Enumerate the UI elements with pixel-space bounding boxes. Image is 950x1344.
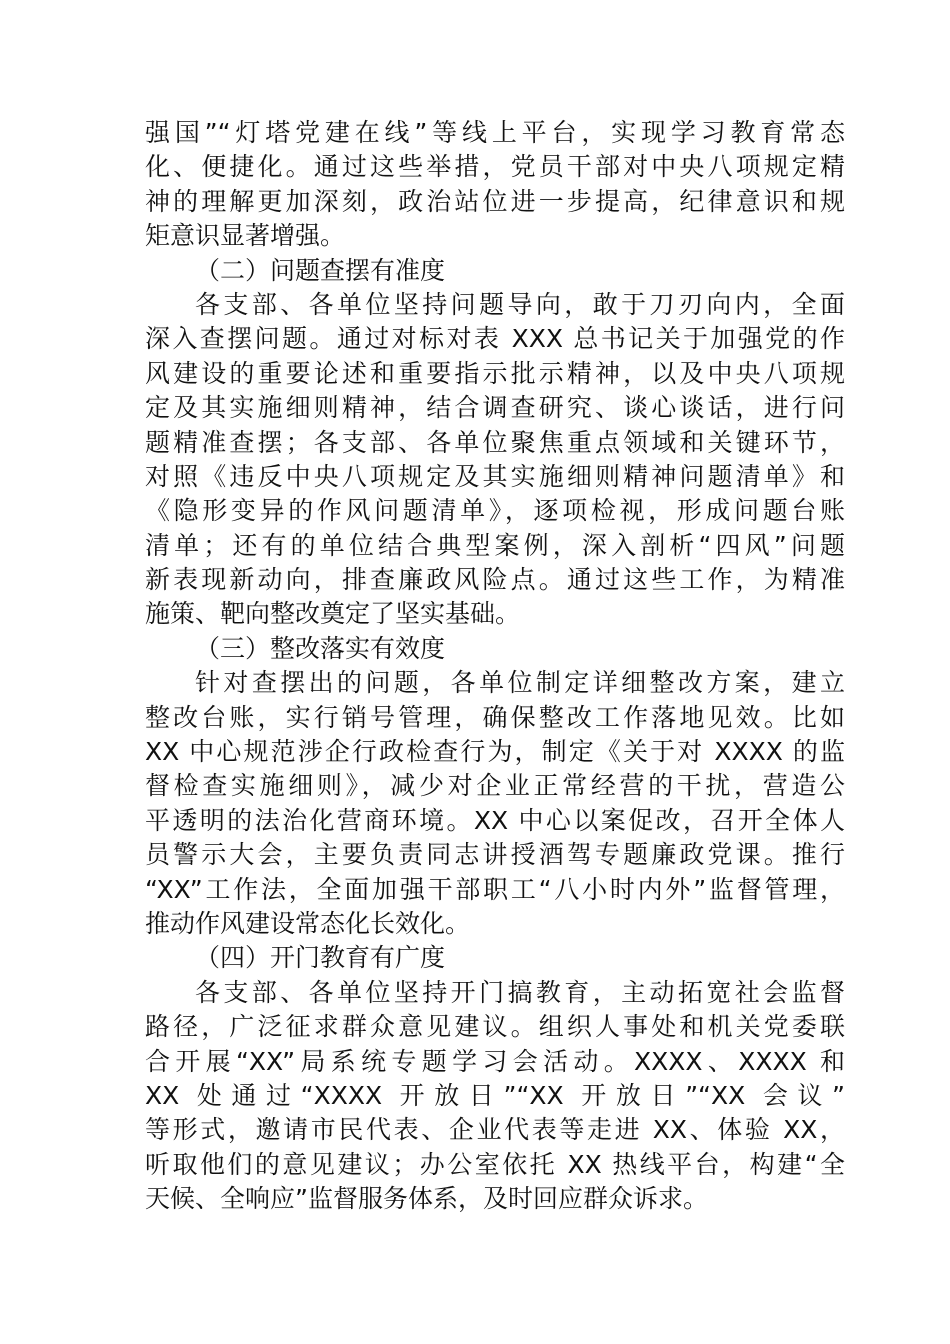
text-line: 员警示大会，主要负责同志讲授酒驾专题廉政党课。推行 xyxy=(145,840,845,870)
text-line: 定及其实施细则精神，结合调查研究、谈心谈话，进行问 xyxy=(145,393,845,423)
text-line: 督检查实施细则》，减少对企业正常经营的干扰，营造公 xyxy=(145,771,845,801)
text-line: 等形式，邀请市民代表、企业代表等走进 XX、体验 XX， xyxy=(145,1115,845,1145)
text-line: 《隐形变异的作风问题清单》，逐项检视，形成问题台账 xyxy=(145,496,845,526)
text-line: 推动作风建设常态化长效化。 xyxy=(145,908,471,938)
text-line: 新表现新动向，排查廉政风险点。通过这些工作，为精准 xyxy=(145,565,845,595)
text-line: XX 处通过“XXXX 开放日”“XX 开放日”“XX 会议” xyxy=(145,1080,845,1110)
text-line: 化、便捷化。通过这些举措，党员干部对中央八项规定精 xyxy=(145,152,845,182)
text-line: 施策、靶向整改奠定了坚实基础。 xyxy=(145,599,521,629)
text-line: 对照《违反中央八项规定及其实施细则精神问题清单》和 xyxy=(145,461,845,491)
text-line: 天候、全响应”监督服务体系，及时回应群众诉求。 xyxy=(145,1184,708,1214)
text-line: 路径，广泛征求群众意见建议。组织人事处和机关党委联 xyxy=(145,1012,845,1042)
document-body xyxy=(145,116,845,1217)
text-line: 听取他们的意见建议；办公室依托 XX 热线平台，构建“全 xyxy=(145,1149,845,1179)
text-line: 平透明的法治化营商环境。XX 中心以案促改，召开全体人 xyxy=(145,805,845,835)
text-line: 针对查摆出的问题，各单位制定详细整改方案，建立 xyxy=(195,668,845,698)
text-line: 题精准查摆；各支部、各单位聚焦重点领域和关键环节， xyxy=(145,427,845,457)
text-line: 清单；还有的单位结合典型案例，深入剖析“四风”问题 xyxy=(145,530,845,560)
text-line: 神的理解更加深刻，政治站位进一步提高，纪律意识和规 xyxy=(145,186,845,216)
text-line: “XX”工作法，全面加强干部职工“八小时内外”监督管理， xyxy=(145,874,845,904)
text-line: XX 中心规范涉企行政检查行为，制定《关于对 XXXX 的监 xyxy=(145,737,845,767)
text-line: 深入查摆问题。通过对标对表 XXX 总书记关于加强党的作 xyxy=(145,324,845,354)
text-line: 整改台账，实行销号管理，确保整改工作落地见效。比如 xyxy=(145,702,845,732)
text-line: 强国”“灯塔党建在线”等线上平台，实现学习教育常态 xyxy=(145,118,845,147)
text-line: 合开展“XX”局系统专题学习会活动。XXXX、XXXX 和 xyxy=(145,1046,845,1076)
section-heading: （四）开门教育有广度 xyxy=(195,943,446,973)
section-heading: （三）整改落实有效度 xyxy=(195,633,446,663)
text-line: 各支部、各单位坚持问题导向，敢于刀刃向内，全面 xyxy=(195,289,845,319)
text-line: 各支部、各单位坚持开门搞教育，主动拓宽社会监督 xyxy=(195,977,845,1007)
section-heading: （二）问题查摆有准度 xyxy=(195,255,446,285)
text-line: 矩意识显著增强。 xyxy=(145,221,346,251)
text-line: 风建设的重要论述和重要指示批示精神，以及中央八项规 xyxy=(145,358,845,388)
